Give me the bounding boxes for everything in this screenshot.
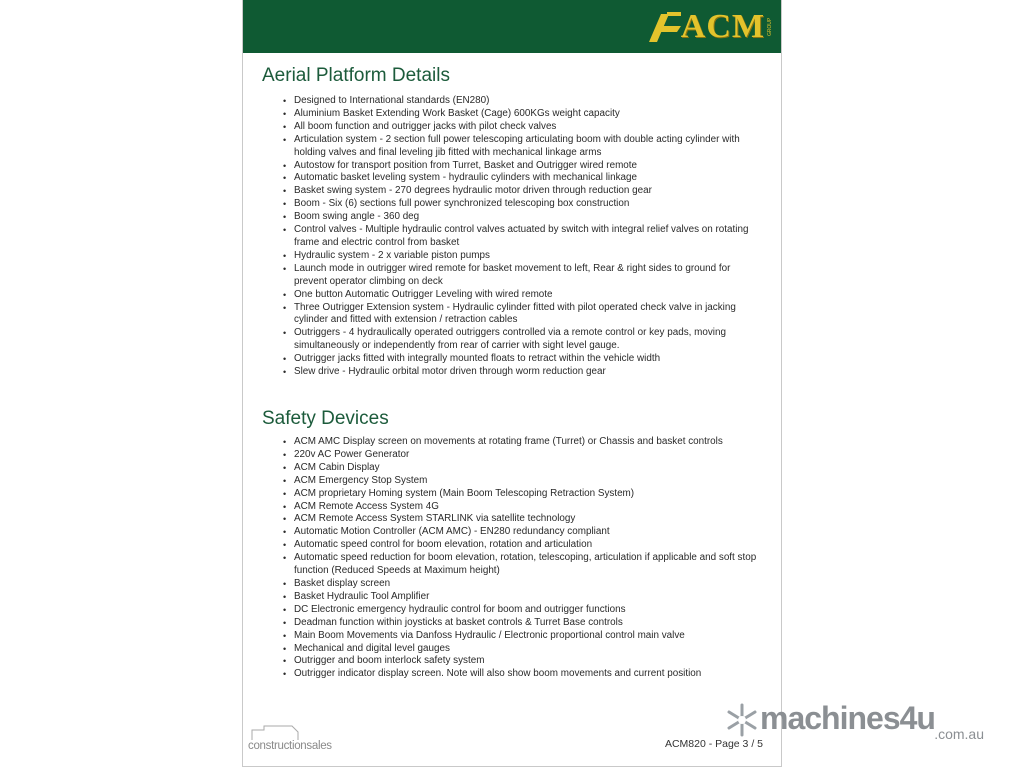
- list-item: • Main Boom Movements via Danfoss Hydraulic / Electronic proportional control main valve: [294, 630, 764, 643]
- list-item: • Outrigger and boom interlock safety system: [294, 655, 764, 668]
- list-item: • Automatic speed reduction for boom elevation, rotation, telescoping, articulation if applicable and soft stop function (Reduced Speeds at Maximum height): [294, 552, 764, 578]
- list-item: • ACM AMC Display screen on movements at rotating frame (Turret) or Chassis and basket controls: [294, 436, 764, 449]
- list-item: • Basket display screen: [294, 578, 764, 591]
- list-item: • Boom - Six (6) sections full power synchronized telescoping box construction: [294, 198, 764, 211]
- list-item: • Hydraulic system - 2 x variable piston pumps: [294, 250, 764, 263]
- list-item: • ACM Emergency Stop System: [294, 475, 764, 488]
- list-item: • Automatic basket leveling system - hydraulic cylinders with mechanical linkage: [294, 172, 764, 185]
- list-item: • Designed to International standards (EN280): [294, 95, 764, 108]
- list-item: • ACM Cabin Display: [294, 462, 764, 475]
- list-item: • Control valves - Multiple hydraulic control valves actuated by switch with integral relief valves on rotating frame and electric control from basket: [294, 224, 764, 250]
- list-item: • Automatic Motion Controller (ACM AMC) - EN280 redundancy compliant: [294, 526, 764, 539]
- list-item: • Outriggers - 4 hydraulically operated outriggers controlled via a remote control or key pads, moving simultaneously or independently from rear of carrier with sight level gauge.: [294, 327, 764, 353]
- section-title-safety-devices: Safety Devices: [262, 408, 389, 429]
- list-item: • Basket Hydraulic Tool Amplifier: [294, 591, 764, 604]
- list-item: • Slew drive - Hydraulic orbital motor driven through worm reduction gear: [294, 366, 764, 379]
- section-title-aerial-platform: Aerial Platform Details: [262, 65, 450, 86]
- watermark-text: machines4u: [760, 700, 935, 736]
- logo-subtext: GROUP: [767, 14, 775, 40]
- snowflake-gear-icon: [724, 702, 760, 738]
- list-item: • Deadman function within joysticks at basket controls & Turret Base controls: [294, 617, 764, 630]
- truck-outline-icon: [248, 722, 308, 742]
- list-item: • Mechanical and digital level gauges: [294, 643, 764, 656]
- list-item: • DC Electronic emergency hydraulic control for boom and outrigger functions: [294, 604, 764, 617]
- machines4u-watermark: [724, 700, 990, 744]
- list-item: • ACM Remote Access System STARLINK via satellite technology: [294, 513, 764, 526]
- watermark-domain: .com.au: [934, 726, 984, 742]
- list-item: • ACM proprietary Homing system (Main Boom Telescoping Retraction System): [294, 488, 764, 501]
- list-item: • Basket swing system - 270 degrees hydraulic motor driven through reduction gear: [294, 185, 764, 198]
- list-item: • Outrigger indicator display screen. Note will also show boom movements and current position: [294, 668, 764, 681]
- list-item: • Boom swing angle - 360 deg: [294, 211, 764, 224]
- page-number: ACM820 - Page 3 / 5: [664, 738, 763, 750]
- constructionsales-wordmark: constructionsales: [248, 740, 332, 752]
- list-item: • One button Automatic Outrigger Leveling with wired remote: [294, 289, 764, 302]
- page-header: [243, 0, 781, 53]
- safety-devices-list: [277, 436, 764, 681]
- constructionsales-logo: [248, 722, 358, 758]
- list-item: • 220v AC Power Generator: [294, 449, 764, 462]
- list-item: • Outrigger jacks fitted with integrally mounted floats to retract within the vehicle width: [294, 353, 764, 366]
- logo-wordmark: ACM: [680, 8, 765, 45]
- list-item: • Automatic speed control for boom elevation, rotation and articulation: [294, 539, 764, 552]
- aerial-platform-list: [277, 95, 764, 379]
- document-page: [242, 0, 782, 767]
- acm-logo: [647, 8, 775, 46]
- list-item: • All boom function and outrigger jacks with pilot check valves: [294, 121, 764, 134]
- list-item: • Autostow for transport position from Turret, Basket and Outrigger wired remote: [294, 160, 764, 173]
- list-item: • Three Outrigger Extension system - Hydraulic cylinder fitted with pilot operated check valve in jacking cylinder and fitted with extension / retraction cables: [294, 302, 764, 328]
- list-item: • Launch mode in outrigger wired remote for basket movement to left, Rear & right sides to ground for prevent operator climbing on deck: [294, 263, 764, 289]
- list-item: • Articulation system - 2 section full power telescoping articulating boom with double acting cylinder with holding valves and final leveling jib fitted with mechanical linkage arms: [294, 134, 764, 160]
- list-item: • ACM Remote Access System 4G: [294, 501, 764, 514]
- list-item: • Aluminium Basket Extending Work Basket (Cage) 600KGs weight capacity: [294, 108, 764, 121]
